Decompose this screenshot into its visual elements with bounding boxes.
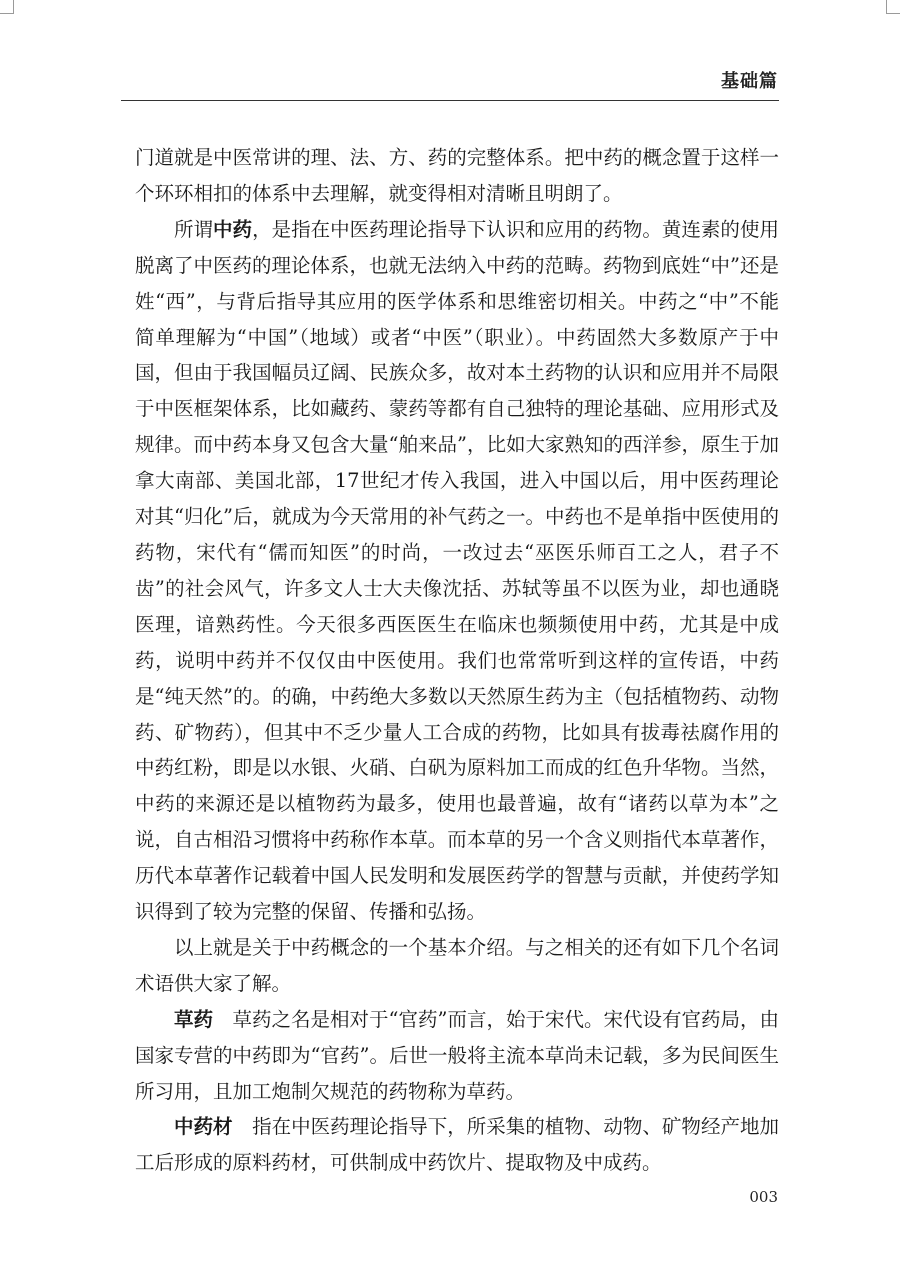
crop-mark-top-left-horizontal — [0, 13, 14, 14]
paragraph-text: 草药之名是相对于“官药”而言，始于宋代。宋代设有官药局，由国家专营的中药即为“官药”。后世一般将主流本草尚未记载，多为民间医生所习用，且加工炮制欠规范的药物称为草药。 — [135, 1007, 779, 1103]
paragraph-text: ，是指在中医药理论指导下认识和应用的药物。黄连素的使用脱离了中医药的理论体系，也就无法纳入中药的范畴。药物到底姓“中”还是姓“西”，与背后指导其应用的医学体系和思维密切相关。中药之“中”不能简单理解为“中国”（地域）或者“中医”（职业）。中药固然大多数原产于中国，但由于我国幅员辽阔、民族众多，故对本土药物的认识和应用并不局限于中医框架体系，比如藏药、蒙药等都有自己独特的理论基础、应用形式及规律。而中药本身又包含大量“舶来品”，比如大家熟知的西洋参，原生于加拿大南部、美国北部，17世纪才传入我国，进入中国以后，用中医药理论对其“归化”后，就成为今天常用的补气药之一。中药也不是单指中医使用的药物，宋代有“儒而知医”的时尚，一改过去“巫医乐师百工之人，君子不齿”的社会风气，许多文人士大夫像沈括、苏轼等虽不以医为业，却也通晓医理，谙熟药性。今天很多西医医生在临床也频频使用中药，尤其是中成药，说明中药并不仅仅由中医使用。我们也常常听到这样的宣传语，中药是“纯天然”的。的确，中药绝大多数以天然原生药为主（包括植物药、动物药、矿物药），但其中不乏少量人工合成的药物，比如具有拔毒祛腐作用的中药红粉，即是以水银、火硝、白矾为原料加工而成的红色升华物。当然，中药的来源还是以植物药为最多，使用也最普遍，故有“诸药以草为本”之说，自古相沿习惯将中药称作本草。而本草的另一个含义则指代本草著作，历代本草著作记载着中国人民发明和发展医药学的智慧与贡献，并使药学知识得到了较为完整的保留、传播和弘扬。 — [135, 217, 779, 924]
paragraph-continuation — [135, 140, 779, 212]
paragraph-definition — [135, 212, 779, 930]
crop-mark-top-right-vertical — [886, 0, 887, 14]
term-zhongyaocai: 中药材 — [174, 1115, 233, 1139]
paragraph-lead: 所谓 — [174, 217, 214, 241]
term-zhongyao: 中药 — [213, 217, 253, 241]
crop-mark-top-right-horizontal — [886, 13, 900, 14]
paragraph-term-caoyao — [135, 1002, 779, 1110]
term-caoyao: 草药 — [174, 1007, 214, 1031]
paragraph-term-zhongyaocai — [135, 1109, 779, 1181]
crop-mark-top-left-vertical — [13, 0, 14, 14]
header-rule — [121, 100, 779, 101]
running-head: 基础篇 — [721, 71, 778, 92]
paragraph-text: 指在中医药理论指导下，所采集的植物、动物、矿物经产地加工后形成的原料药材，可供制成中药饮片、提取物及中成药。 — [135, 1115, 779, 1175]
body-text — [135, 140, 779, 1181]
paragraph-text: 以上就是关于中药概念的一个基本介绍。与之相关的还有如下几个名词术语供大家了解。 — [135, 935, 779, 995]
page-number: 003 — [749, 1188, 778, 1206]
paragraph-intro-terms — [135, 930, 779, 1002]
paragraph-text: 门道就是中医常讲的理、法、方、药的完整体系。把中药的概念置于这样一个环环相扣的体系中去理解，就变得相对清晰且明朗了。 — [135, 146, 779, 205]
